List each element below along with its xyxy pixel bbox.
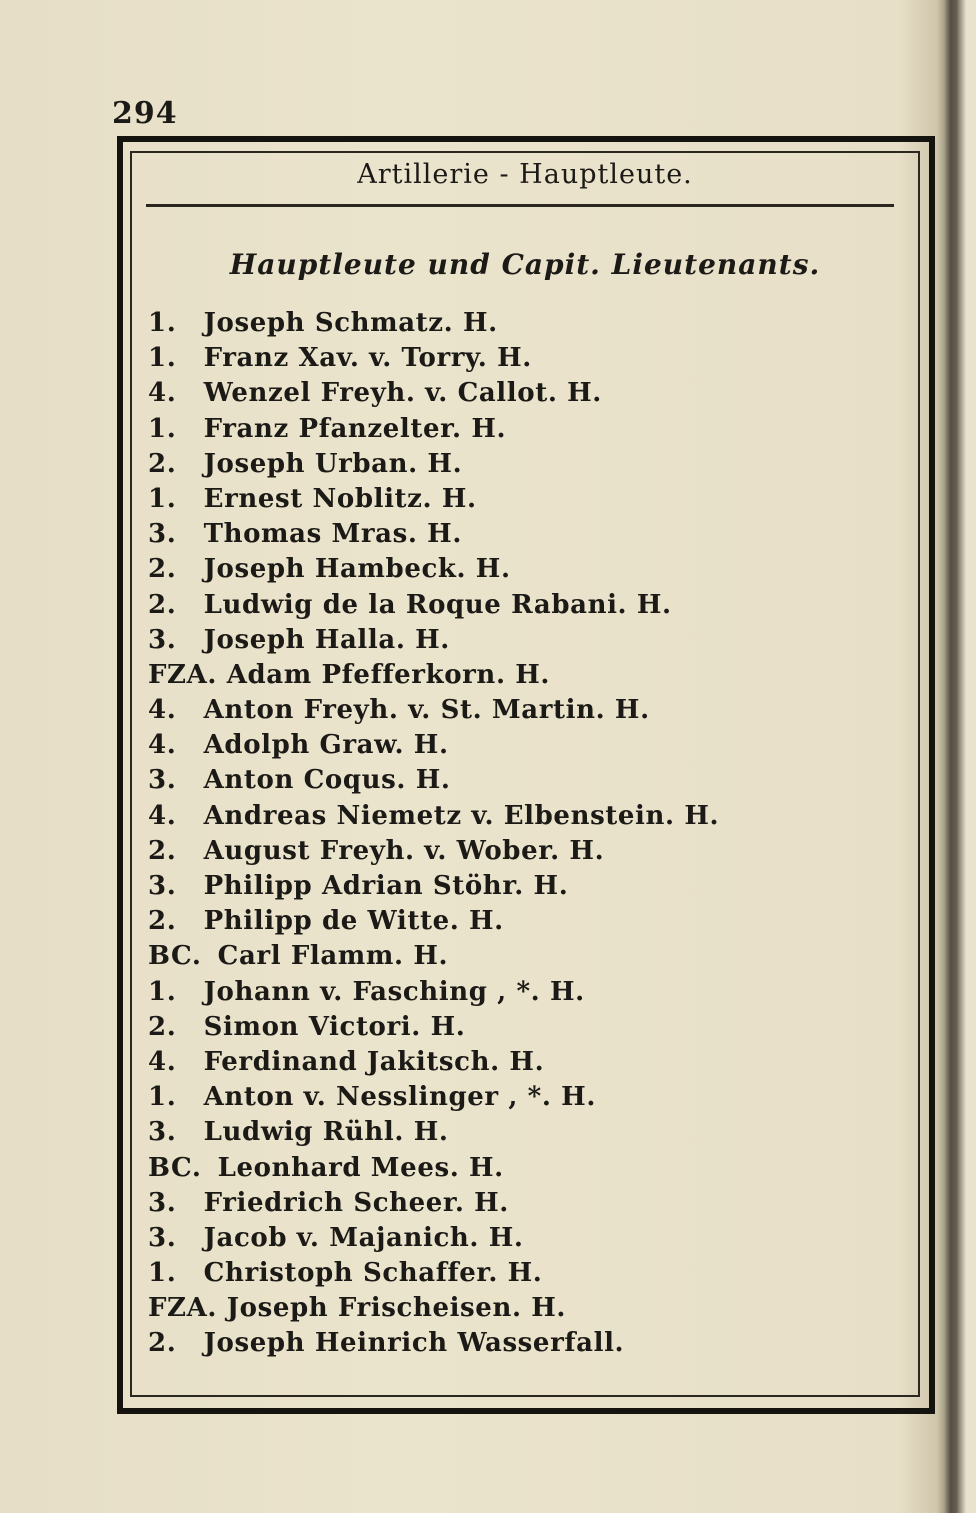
entry-number: 3. bbox=[148, 1117, 177, 1148]
entry-number: FZA. bbox=[148, 659, 218, 690]
list-item bbox=[148, 834, 908, 869]
entry-name: Leonhard Mees. H. bbox=[217, 1152, 504, 1183]
entry-name: Thomas Mras. H. bbox=[203, 519, 462, 550]
entry-number: 3. bbox=[148, 765, 177, 796]
list-item bbox=[148, 1010, 908, 1045]
list-item bbox=[148, 904, 908, 939]
entry-name: Adam Pfefferkorn. H. bbox=[226, 659, 551, 690]
entry-name: August Freyh. v. Wober. H. bbox=[203, 835, 605, 866]
entry-number: 4. bbox=[148, 378, 177, 409]
list-item bbox=[148, 693, 908, 728]
entry-number: 3. bbox=[148, 1187, 177, 1218]
entry-name: Franz Xav. v. Torry. H. bbox=[203, 343, 532, 374]
entry-name: Philipp de Witte. H. bbox=[203, 906, 504, 937]
page-header-title: Artillerie - Hauptleute. bbox=[357, 159, 693, 190]
entry-name: Friedrich Scheer. H. bbox=[203, 1187, 509, 1218]
entry-name: Jacob v. Majanich. H. bbox=[203, 1222, 524, 1253]
entry-name: Adolph Graw. H. bbox=[203, 730, 449, 761]
header-divider bbox=[146, 204, 894, 207]
list-item bbox=[148, 1115, 908, 1150]
list-item bbox=[148, 869, 908, 904]
entry-name: Joseph Halla. H. bbox=[203, 624, 450, 655]
entry-name: Anton Freyh. v. St. Martin. H. bbox=[203, 695, 650, 726]
list-item bbox=[148, 1256, 908, 1291]
list-item bbox=[148, 376, 908, 411]
entry-name: Ludwig Rühl. H. bbox=[203, 1117, 449, 1148]
entry-name: Ernest Noblitz. H. bbox=[203, 483, 477, 514]
entry-number: 2. bbox=[148, 835, 177, 866]
list-item bbox=[148, 341, 908, 376]
entry-name: Joseph Hambeck. H. bbox=[203, 554, 511, 585]
entry-name: Joseph Urban. H. bbox=[203, 448, 463, 479]
entry-number: 2. bbox=[148, 1011, 177, 1042]
page-number: 294 bbox=[112, 96, 178, 131]
entry-name: Franz Pfanzelter. H. bbox=[203, 413, 507, 444]
entry-number: 4. bbox=[148, 695, 177, 726]
list-item bbox=[148, 1291, 908, 1326]
entry-number: 3. bbox=[148, 871, 177, 901]
page-gutter bbox=[944, 0, 958, 1513]
list-item bbox=[148, 1045, 908, 1080]
entry-number: 1. bbox=[148, 1082, 177, 1113]
list-item bbox=[148, 799, 908, 834]
entry-name: Ludwig de la Roque Rabani. H. bbox=[203, 589, 672, 620]
list-item bbox=[148, 1326, 908, 1361]
entry-name: Joseph Heinrich Wasserfall. bbox=[203, 1328, 625, 1359]
list-item bbox=[148, 447, 908, 482]
entry-number: 1. bbox=[148, 343, 177, 374]
list-item bbox=[148, 939, 908, 974]
entry-number: 1. bbox=[148, 483, 177, 514]
list-item bbox=[148, 1186, 908, 1221]
list-item bbox=[148, 728, 908, 763]
list-item bbox=[148, 975, 908, 1010]
entry-number: 4. bbox=[148, 1046, 177, 1077]
list-item bbox=[148, 412, 908, 447]
entry-number: 4. bbox=[148, 730, 177, 761]
list-item bbox=[148, 552, 908, 587]
list-item bbox=[148, 588, 908, 623]
entry-number: 1. bbox=[148, 413, 177, 444]
list-item bbox=[148, 482, 908, 517]
entry-number: 1. bbox=[148, 1258, 177, 1289]
entry-name: Anton v. Nesslinger , *. H. bbox=[203, 1082, 596, 1113]
entry-number: 2. bbox=[148, 554, 177, 585]
entry-number: 3. bbox=[148, 1222, 177, 1253]
entry-name: Philipp Adrian Stöhr. H. bbox=[203, 871, 569, 901]
entry-name: Christoph Schaffer. H. bbox=[203, 1258, 543, 1289]
entry-name: Joseph Schmatz. H. bbox=[203, 308, 498, 338]
entry-name: Wenzel Freyh. v. Callot. H. bbox=[203, 378, 602, 409]
entry-number: 1. bbox=[148, 308, 177, 338]
entry-number: 2. bbox=[148, 448, 177, 479]
list-item bbox=[148, 1151, 908, 1186]
entry-name: Anton Coqus. H. bbox=[203, 765, 451, 796]
entry-number: 2. bbox=[148, 1328, 177, 1359]
list-item bbox=[148, 658, 908, 693]
entry-number: BC. bbox=[148, 941, 202, 972]
entry-number: FZA. bbox=[148, 1293, 218, 1324]
entry-number: 1. bbox=[148, 976, 177, 1007]
entry-number: 3. bbox=[148, 624, 177, 655]
entry-name: Ferdinand Jakitsch. H. bbox=[203, 1046, 545, 1077]
list-item bbox=[148, 623, 908, 658]
entry-name: Johann v. Fasching , *. H. bbox=[203, 976, 585, 1007]
entry-number: 4. bbox=[148, 800, 177, 831]
entry-number: 2. bbox=[148, 589, 177, 620]
list-item bbox=[148, 517, 908, 552]
list-item bbox=[148, 763, 908, 798]
entry-name: Simon Victori. H. bbox=[203, 1011, 466, 1042]
section-subtitle: Hauptleute und Capit. Lieutenants. bbox=[229, 248, 821, 281]
officer-list bbox=[148, 306, 908, 1362]
entry-number: BC. bbox=[148, 1152, 202, 1183]
entry-name: Andreas Niemetz v. Elbenstein. H. bbox=[203, 800, 720, 831]
entry-number: 2. bbox=[148, 906, 177, 937]
list-item bbox=[148, 1221, 908, 1256]
list-item bbox=[148, 1080, 908, 1115]
entry-name: Joseph Frischeisen. H. bbox=[226, 1293, 567, 1324]
entry-name: Carl Flamm. H. bbox=[217, 941, 449, 972]
entry-number: 3. bbox=[148, 519, 177, 550]
list-item bbox=[148, 306, 908, 341]
